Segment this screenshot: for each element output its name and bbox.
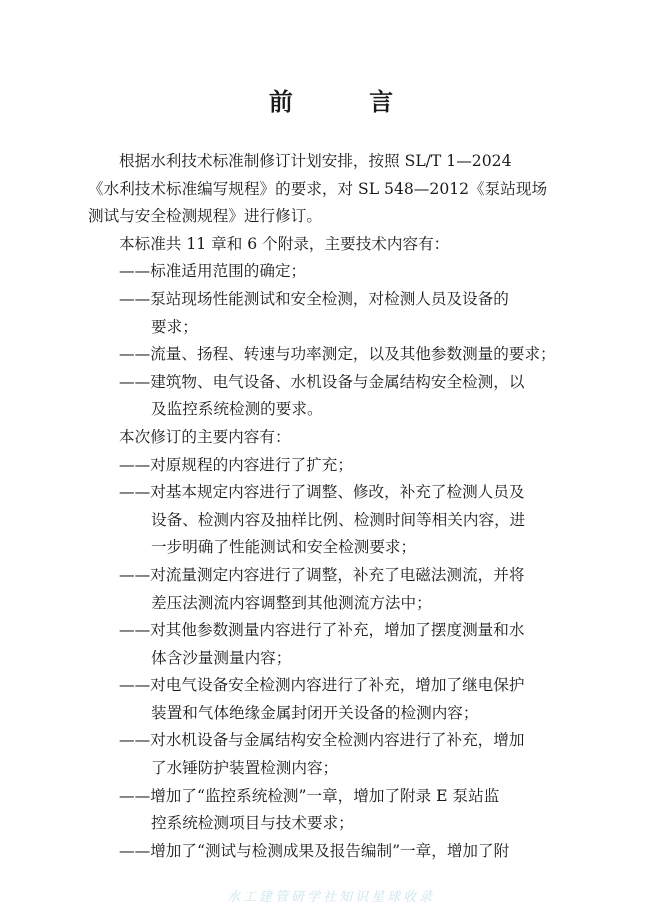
text-line: 一步明确了性能测试和安全检测要求； (151, 538, 417, 557)
text-line: 本标准共 11 章和 6 个附录，主要技术内容有： (119, 234, 450, 253)
text-line: ——建筑物、电气设备、水机设备与金属结构安全检测，以 (119, 372, 525, 391)
watermark: 水工建管研学社知识星球收录 (226, 890, 435, 905)
text-line: ——对基本规定内容进行了调整、修改，补充了检测人员及 (119, 483, 525, 502)
text-line: ——对流量测定内容进行了调整，补充了电磁法测流，并将 (119, 565, 525, 584)
text-line: ——增加了“测试与检测成果及报告编制”一章，增加了附 (119, 841, 510, 860)
text-line: ——泵站现场性能测试和安全检测，对检测人员及设备的 (119, 289, 509, 308)
text-line: 了水锤防护装置检测内容； (151, 759, 339, 778)
text-line: ——对原规程的内容进行了扩充； (119, 455, 353, 474)
text-line: ——流量、扬程、转速与功率测定，以及其他参数测量的要求； (119, 345, 556, 364)
text-line: 及监控系统检测的要求。 (151, 400, 323, 419)
body-text (88, 148, 588, 865)
text-line: 要求； (151, 317, 198, 336)
text-line: 控系统检测项目与技术要求； (151, 814, 354, 833)
text-line: 差压法测流内容调整到其他测流方法中； (151, 593, 432, 612)
text-line: 本次修订的主要内容有： (119, 427, 291, 446)
text-line: 《水利技术标准编写规程》的要求，对 SL 548—2012《泵站现场 (88, 179, 548, 198)
text-line: 装置和气体绝缘金属封闭开关设备的检测内容； (151, 703, 479, 722)
text-line: ——对其他参数测量内容进行了补充，增加了摆度测量和水 (119, 621, 525, 640)
text-line: ——标准适用范围的确定； (119, 262, 307, 281)
text-line: 测试与安全检测规程》进行修订。 (88, 207, 322, 226)
text-line: ——对水机设备与金属结构安全检测内容进行了补充，增加 (119, 731, 525, 750)
text-line: 设备、检测内容及抽样比例、检测时间等相关内容，进 (151, 510, 526, 529)
page-title: 前 言 (268, 88, 428, 116)
text-line: ——对电气设备安全检测内容进行了补充，增加了继电保护 (119, 676, 525, 695)
text-line: 体含沙量测量内容； (151, 648, 292, 667)
text-line: 根据水利技术标准制修订计划安排，按照 SL/T 1—2024 (119, 152, 512, 170)
text-line: ——增加了“监控系统检测”一章，增加了附录 E 泵站监 (119, 786, 500, 805)
